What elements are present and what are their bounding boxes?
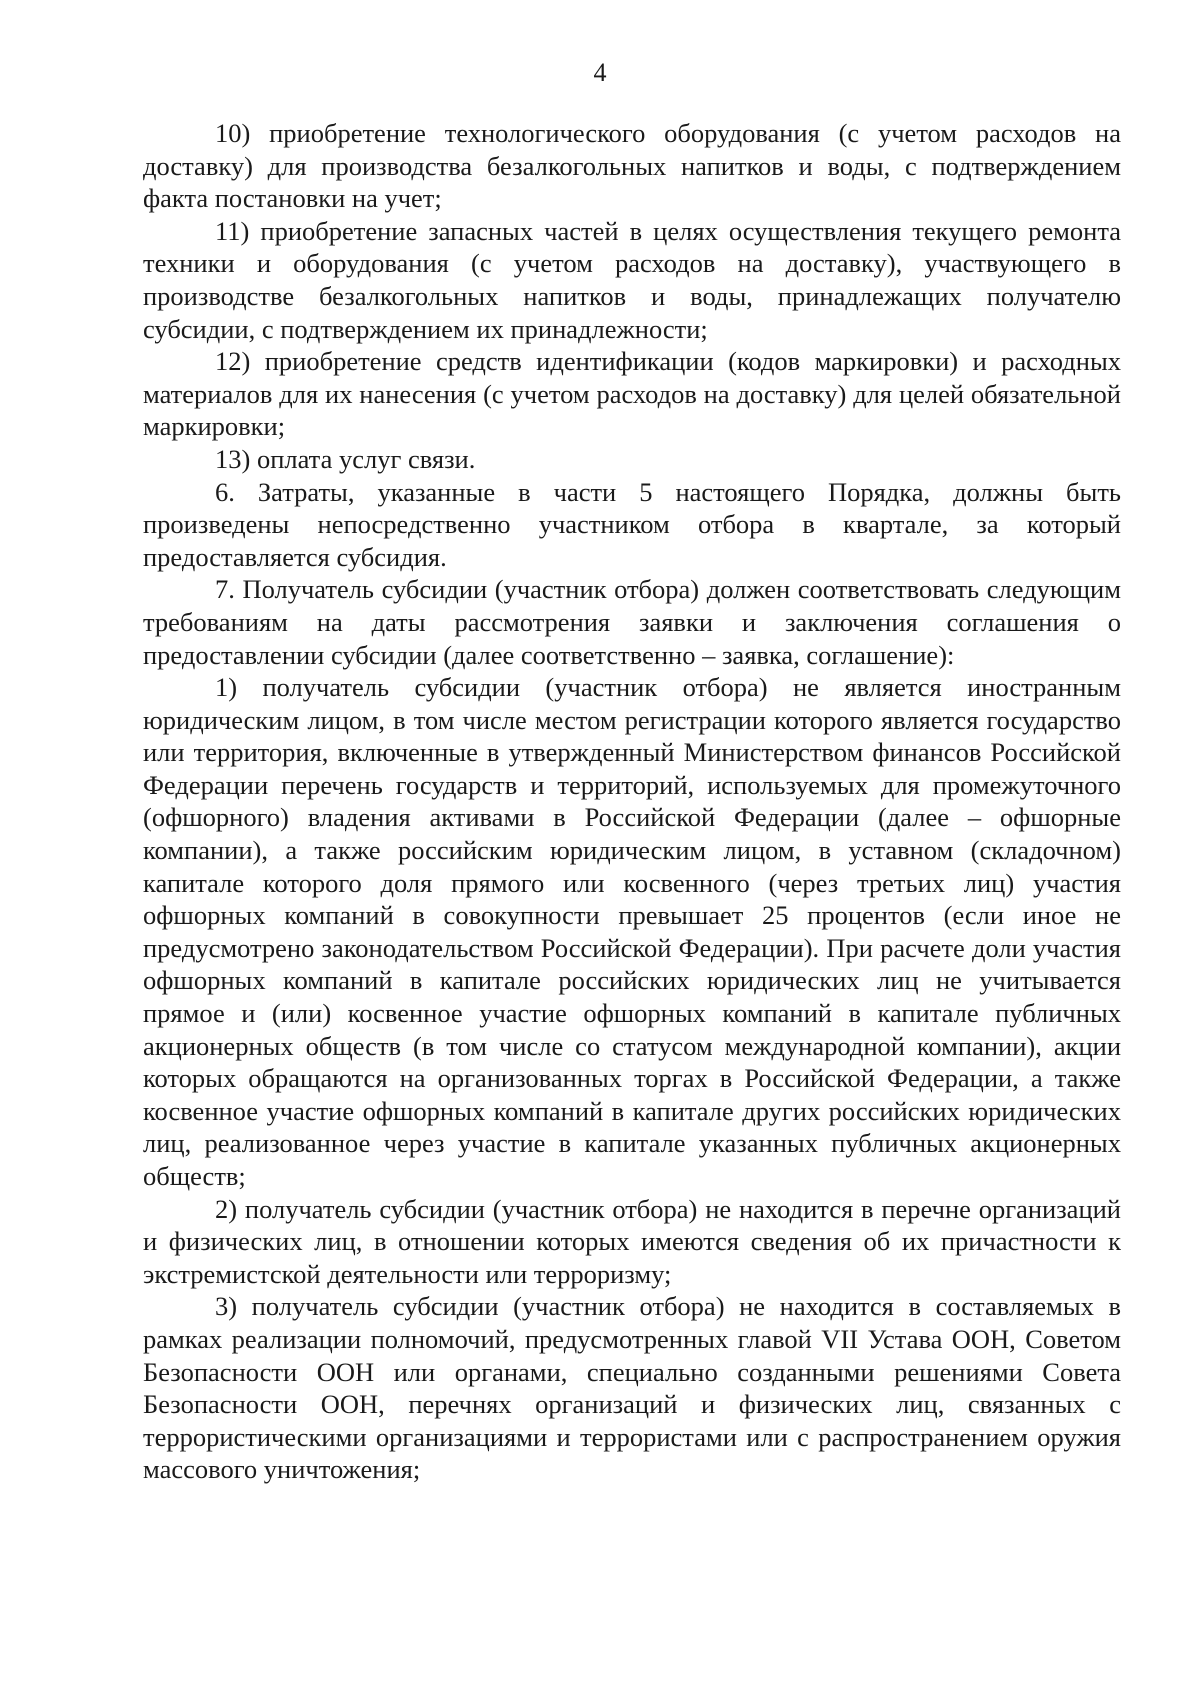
paragraph-section-7: 7. Получатель субсидии (участник отбора) должен соответствовать следующим требованиям на даты рассмотрения заявки и заключения соглашения о предоставлении субсидии (далее соответственно – заявка, соглашение): xyxy=(143,574,1121,670)
paragraph-requirement-2: 2) получатель субсидии (участник отбора) не находится в перечне организаций и физических лиц, в отношении которых имеются сведения об их причастности к экстремистской деятельности или терроризму; xyxy=(143,1193,1121,1289)
paragraph-section-6: 6. Затраты, указанные в части 5 настоящего Порядка, должны быть произведены непосредственно участником отбора в квартале, за который предоставляется субсидия. xyxy=(143,476,1121,572)
document-body xyxy=(143,117,1121,1486)
paragraph-item-12: 12) приобретение средств идентификации (кодов маркировки) и расходных материалов для их нанесения (с учетом расходов на доставку) для целей обязательной маркировки; xyxy=(143,346,1121,442)
paragraph-requirement-1: 1) получатель субсидии (участник отбора) не является иностранным юридическим лицом, в том числе местом регистрации которого является государство или территория, включенные в утвержденный Министерством финансов Российской Федерации перечень государств и территорий, используемых для промежуточного (офшорного) владения активами в Российской Федерации (далее – офшорные компании), а также российским юридическим лицом, в уставном (складочном) капитале которого доля прямого или косвенного (через третьих лиц) участия офшорных компаний в совокупности превышает 25 процентов (если иное не предусмотрено законодательством Российской Федерации). При расчете доли участия офшорных компаний в капитале российских юридических лиц не учитывается прямое и (или) косвенное участие офшорных компаний в капитале публичных акционерных обществ (в том числе со статусом международной компании), акции которых обращаются на организованных торгах в Российской Федерации, а также косвенное участие офшорных компаний в капитале других российских юридических лиц, реализованное через участие в капитале указанных публичных акционерных обществ; xyxy=(143,672,1121,1191)
paragraph-item-13: 13) оплата услуг связи. xyxy=(215,443,476,474)
page-number: 4 xyxy=(593,58,607,87)
paragraph-requirement-3: 3) получатель субсидии (участник отбора) не находится в составляемых в рамках реализации полномочий, предусмотренных главой VII Устава ООН, Советом Безопасности ООН или органами, специально созданными решениями Совета Безопасности ООН, перечнях организаций и физических лиц, связанных с террористическими организациями и террористами или с распространением оружия массового уничтожения; xyxy=(143,1291,1121,1485)
paragraph-item-11: 11) приобретение запасных частей в целях осуществления текущего ремонта техники и оборудования (с учетом расходов на доставку), участвующего в производстве безалкогольных напитков и воды, принадлежащих получателю субсидии, с подтверждением их принадлежности; xyxy=(143,215,1121,344)
paragraph-item-10: 10) приобретение технологического оборудования (с учетом расходов на доставку) для производства безалкогольных напитков и воды, с подтверждением факта постановки на учет; xyxy=(143,118,1121,214)
